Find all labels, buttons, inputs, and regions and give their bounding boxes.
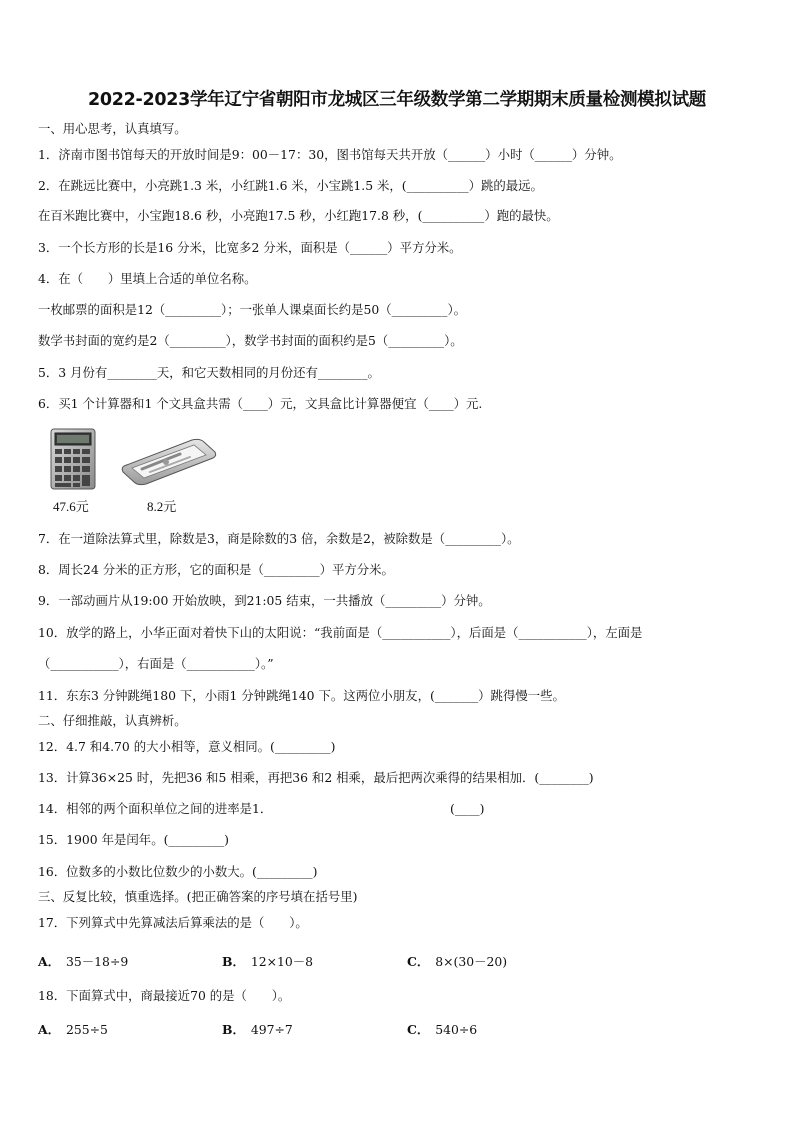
question-17: 17．下列算式中先算减法后算乘法的是（ ）。 — [38, 915, 308, 930]
question-14: 14．相邻的两个面积单位之间的进率是1． — [38, 801, 273, 816]
question-4: 4．在（ ）里填上合适的单位名称。 — [38, 271, 257, 286]
section-2-heading: 二、仔细推敲，认真辨析。 — [38, 713, 187, 728]
question-7: 7．在一道除法算式里，除数是3，商是除数的3 倍，余数是2，被除数是（_________）。 — [38, 531, 520, 546]
question-4-part-b: 一枚邮票的面积是12（_________）；一张单人课桌面长约是50（_________）。 — [38, 302, 467, 317]
pencil-case-icon — [120, 436, 218, 490]
section-1-heading: 一、用心思考，认真填写。 — [38, 121, 187, 136]
question-5: 5．3 月份有________天，和它天数相同的月份还有________。 — [38, 365, 380, 380]
option-expression: 255÷5 — [66, 1022, 108, 1037]
question-2: 2．在跳远比赛中，小亮跳1.3 米，小红跳1.6 米，小宝跳1.5 米，(__________）跳的最远。 — [38, 178, 543, 193]
option-label: B． — [222, 954, 245, 969]
option-label: A． — [38, 954, 61, 969]
calculator-icon — [50, 428, 96, 494]
q18-option-c — [407, 1020, 477, 1038]
option-expression: 497÷7 — [250, 1022, 293, 1037]
question-11: 11．东东3 分钟跳绳180 下，小雨1 分钟跳绳140 下。这两位小朋友，(_______）跳得慢一些。 — [38, 688, 565, 703]
question-15: 15．1900 年是闰年。(_________) — [38, 832, 230, 847]
q18-option-a — [38, 1020, 108, 1038]
option-label: B． — [222, 1022, 245, 1037]
question-4-part-c: 数学书封面的宽约是2（_________），数学书封面的面积约是5（_________）。 — [38, 333, 463, 348]
pencil-case-price: 8.2元 — [147, 499, 177, 514]
q17-option-a — [38, 952, 128, 970]
question-12: 12．4.7 和4.70 的大小相等，意义相同。(_________) — [38, 739, 336, 754]
question-8: 8．周长24 分米的正方形，它的面积是（_________）平方分米。 — [38, 562, 394, 577]
option-label: C． — [407, 1022, 430, 1037]
q17-option-b — [222, 952, 313, 970]
question-18: 18．下面算式中，商最接近70 的是（ ）。 — [38, 988, 291, 1003]
section-3-heading: 三、反复比较，慎重选择。(把正确答案的序号填在括号里) — [38, 889, 358, 904]
option-expression: 12×10－8 — [250, 954, 314, 969]
question-3: 3．一个长方形的长是16 分米，比宽多2 分米，面积是（______）平方分米。 — [38, 240, 462, 255]
question-10-part-b: （___________），右面是（___________）。” — [38, 656, 274, 671]
question-6: 6．买1 个计算器和1 个文具盒共需（____）元，文具盒比计算器便宜（____）元. — [38, 396, 483, 411]
option-expression: 8×(30－20) — [435, 954, 508, 969]
question-2-part-b: 在百米跑比赛中，小宝跑18.6 秒，小亮跑17.5 秒，小红跑17.8 秒，(__________）跑的最快。 — [38, 208, 559, 223]
question-1: 1．济南市图书馆每天的开放时间是9：00－17：30，图书馆每天共开放（______）小时（______）分钟。 — [38, 147, 622, 162]
q17-option-c — [407, 952, 507, 970]
question-14-answer-blank: (____) — [450, 801, 485, 816]
option-label: C． — [407, 954, 430, 969]
question-10: 10．放学的路上，小华正面对着快下山的太阳说：“我前面是（___________），后面是（___________），左面是 — [38, 625, 643, 640]
q18-option-b — [222, 1020, 293, 1038]
option-expression: 540÷6 — [435, 1022, 478, 1037]
question-16: 16．位数多的小数比位数少的小数大。(_________) — [38, 864, 318, 879]
calculator-price: 47.6元 — [53, 499, 89, 514]
page-title: 2022-2023学年辽宁省朝阳市龙城区三年级数学第二学期期末质量检测模拟试题 — [88, 90, 706, 110]
option-expression: 35－18÷9 — [66, 954, 129, 969]
question-9: 9．一部动画片从19:00 开始放映，到21:05 结束，一共播放（_________）分钟。 — [38, 593, 491, 608]
option-label: A． — [38, 1022, 61, 1037]
question-13: 13．计算36×25 时，先把36 和5 相乘，再把36 和2 相乘，最后把两次乘得的结果相加．(________) — [38, 770, 594, 785]
